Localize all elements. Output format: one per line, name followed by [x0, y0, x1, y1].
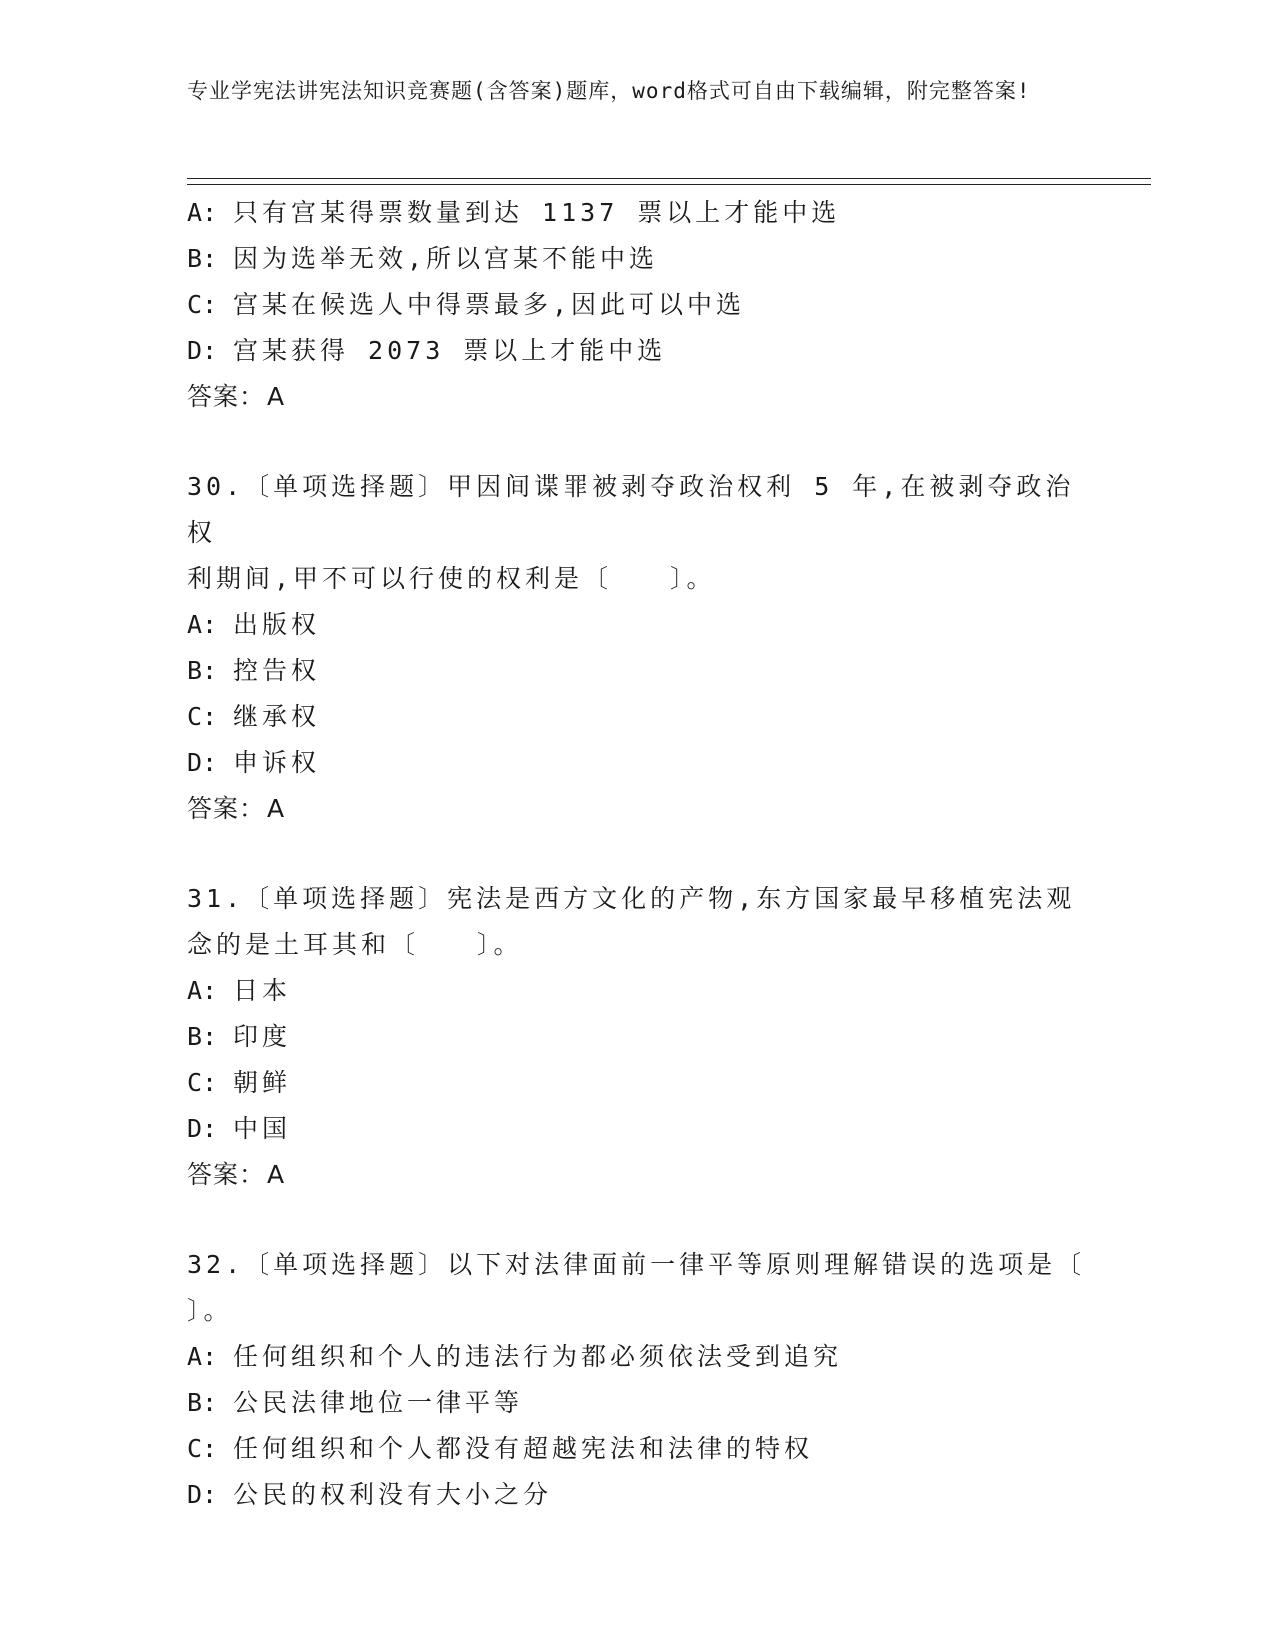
answer-line: [187, 786, 1087, 832]
option-c: [187, 1060, 1087, 1106]
header-divider-bottom: [187, 184, 1151, 185]
option-text: 印度: [233, 1022, 292, 1051]
question-32: [187, 1242, 1087, 1518]
question-text-line: 30.〔单项选择题〕甲因间谍罪被剥夺政治权利 5 年,在被剥夺政治权: [187, 472, 1075, 547]
option-letter: C:: [187, 702, 218, 731]
option-b: [187, 648, 1087, 694]
option-letter: C:: [187, 1068, 218, 1097]
option-c: [187, 282, 1087, 328]
answer-value: A: [267, 1160, 286, 1189]
option-d: [187, 740, 1087, 786]
option-text: 宫某在候选人中得票最多,因此可以中选: [233, 290, 746, 319]
option-d: [187, 1472, 1087, 1518]
question-text-line: 〕。: [187, 1296, 233, 1325]
answer-line: [187, 1152, 1087, 1198]
option-letter: C:: [187, 1434, 218, 1463]
option-text: 出版权: [233, 610, 321, 639]
option-text: 公民的权利没有大小之分: [233, 1480, 553, 1509]
question-text-line: 31.〔单项选择题〕宪法是西方文化的产物,东方国家最早移植宪法观: [187, 884, 1076, 913]
document-header: 专业学宪法讲宪法知识竞赛题(含答案)题库，word格式可自由下载编辑，附完整答案!: [187, 79, 1031, 103]
option-a: [187, 602, 1087, 648]
answer-label: 答案：: [187, 382, 266, 411]
option-b: [187, 1014, 1087, 1060]
option-letter: A:: [187, 198, 218, 227]
option-letter: A:: [187, 610, 218, 639]
option-text: 继承权: [233, 702, 321, 731]
option-d: [187, 328, 1087, 374]
header-divider-top: [187, 178, 1151, 179]
option-text: 任何组织和个人的违法行为都必须依法受到追究: [233, 1342, 843, 1371]
option-letter: D:: [187, 1480, 218, 1509]
question-31: [187, 876, 1087, 1198]
question-text-line: 32.〔单项选择题〕以下对法律面前一律平等原则理解错误的选项是〔: [187, 1250, 1086, 1279]
question-text: [187, 876, 1087, 968]
question-29: [187, 190, 1087, 420]
option-text: 申诉权: [233, 748, 321, 777]
option-letter: B:: [187, 1022, 218, 1051]
option-a: [187, 1334, 1087, 1380]
option-text: 只有宫某得票数量到达 1137 票以上才能中选: [233, 198, 841, 227]
option-letter: A:: [187, 1342, 218, 1371]
option-text: 因为选举无效,所以宫某不能中选: [233, 244, 659, 273]
question-30: [187, 464, 1087, 832]
option-text: 中国: [233, 1114, 292, 1143]
option-text: 任何组织和个人都没有超越宪法和法律的特权: [233, 1434, 814, 1463]
option-c: [187, 1426, 1087, 1472]
option-letter: A:: [187, 976, 218, 1005]
option-c: [187, 694, 1087, 740]
answer-value: A: [267, 794, 286, 823]
option-letter: D:: [187, 336, 218, 365]
option-text: 日本: [233, 976, 292, 1005]
option-a: [187, 968, 1087, 1014]
option-text: 控告权: [233, 656, 321, 685]
option-text: 宫某获得 2073 票以上才能中选: [233, 336, 667, 365]
option-letter: C:: [187, 290, 218, 319]
option-letter: D:: [187, 1114, 218, 1143]
answer-line: [187, 374, 1087, 420]
option-letter: D:: [187, 748, 218, 777]
option-letter: B:: [187, 244, 218, 273]
option-letter: B:: [187, 656, 218, 685]
question-text: [187, 1242, 1087, 1334]
option-b: [187, 236, 1087, 282]
option-text: 公民法律地位一律平等: [233, 1388, 524, 1417]
answer-label: 答案：: [187, 794, 266, 823]
question-text: [187, 464, 1087, 602]
option-b: [187, 1380, 1087, 1426]
question-text-line: 念的是土耳其和〔 〕。: [187, 930, 523, 959]
question-list: [187, 190, 1087, 1518]
option-a: [187, 190, 1087, 236]
answer-value: A: [267, 382, 286, 411]
question-text-line: 利期间,甲不可以行使的权利是〔 〕。: [187, 564, 716, 593]
answer-label: 答案：: [187, 1160, 266, 1189]
option-d: [187, 1106, 1087, 1152]
option-text: 朝鲜: [233, 1068, 292, 1097]
option-letter: B:: [187, 1388, 218, 1417]
